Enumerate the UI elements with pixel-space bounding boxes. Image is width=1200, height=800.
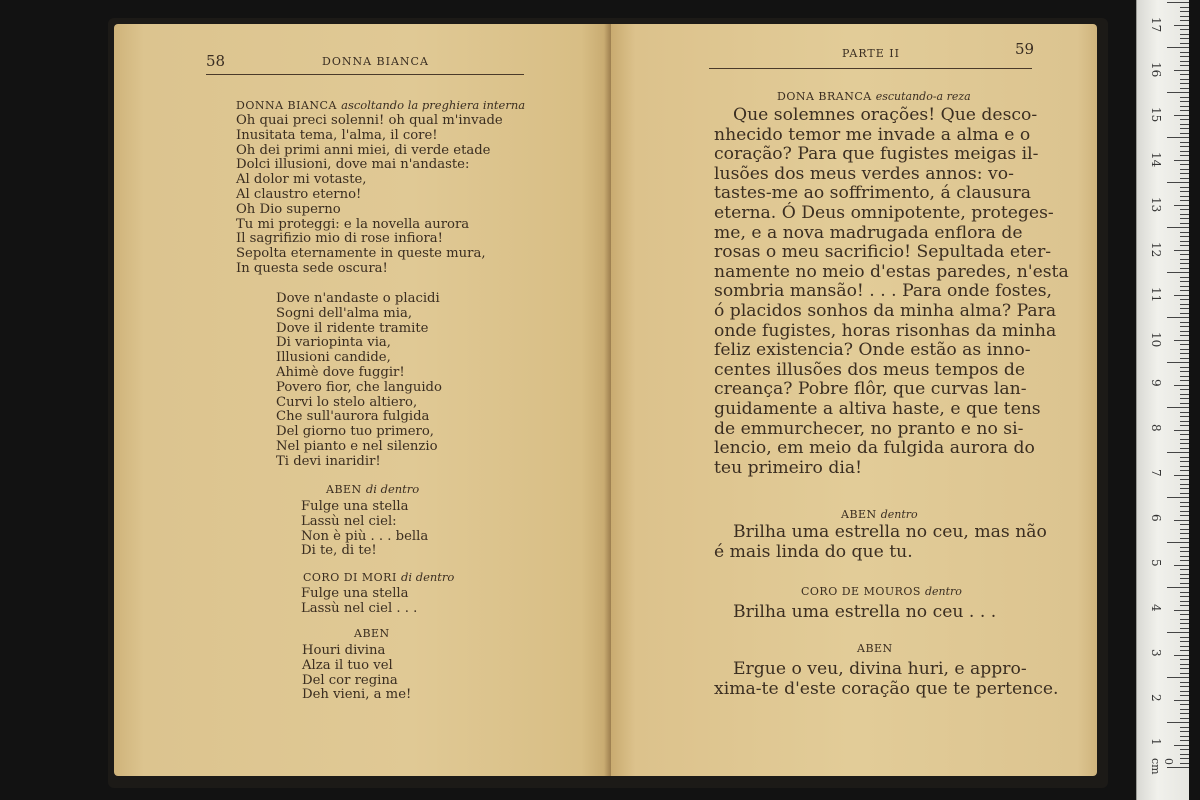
verse-stanza <box>302 644 411 703</box>
speaker-name: ABEN <box>354 627 390 640</box>
ruler-number: 8 <box>1149 424 1163 432</box>
ruler-tick <box>1174 295 1189 296</box>
ruler-tick <box>1180 389 1189 390</box>
ruler-tick <box>1180 416 1189 417</box>
stage-direction: dentro <box>924 585 962 598</box>
ruler-number: 11 <box>1149 287 1163 303</box>
ruler-tick <box>1180 443 1189 444</box>
speaker-heading <box>354 627 390 642</box>
ruler-number: 10 <box>1149 332 1163 348</box>
prose-line: me, e a nova madrugada enflora de <box>714 222 1023 243</box>
verse-stanza <box>276 292 442 470</box>
ruler-tick <box>1167 2 1189 3</box>
ruler-tick <box>1167 227 1189 228</box>
ruler-number: 14 <box>1149 152 1163 168</box>
ruler-number: 17 <box>1149 17 1163 33</box>
prose-line: xima-te d'este coração que te pertence. <box>714 678 1059 699</box>
ruler-tick <box>1180 38 1189 39</box>
ruler-tick <box>1180 79 1189 80</box>
ruler-tick <box>1180 623 1189 624</box>
ruler-tick <box>1180 241 1189 242</box>
ruler-tick <box>1180 763 1189 764</box>
right-page <box>611 24 1097 776</box>
ruler-tick <box>1180 128 1189 129</box>
ruler-tick <box>1180 457 1189 458</box>
ruler-tick <box>1180 695 1189 696</box>
stage-direction: dentro <box>880 508 918 521</box>
ruler-number: 15 <box>1149 107 1163 123</box>
prose-line: Brilha uma estrella no ceu, mas não <box>733 522 1047 542</box>
stage-direction: escutando-a reza <box>875 90 971 103</box>
running-title: DONNA BIANCA <box>322 55 429 68</box>
speaker-heading <box>326 482 419 498</box>
ruler-tick <box>1180 515 1189 516</box>
header-rule <box>206 74 524 75</box>
speaker-name: DONA BRANCA <box>777 90 872 103</box>
ruler-tick <box>1180 43 1189 44</box>
ruler-tick <box>1180 556 1189 557</box>
ruler-tick <box>1180 20 1189 21</box>
ruler-tick <box>1180 110 1189 111</box>
ruler-tick <box>1180 529 1189 530</box>
verse-line: Dolci illusioni, dove mai n'andaste: <box>236 157 470 173</box>
ruler-tick <box>1180 214 1189 215</box>
verse-stanza <box>301 500 428 559</box>
speaker-name: ABEN <box>326 483 362 496</box>
ruler-tick <box>1180 538 1189 539</box>
ruler-tick <box>1180 254 1189 255</box>
ruler-tick <box>1167 542 1189 543</box>
ruler-number: 16 <box>1149 62 1163 78</box>
prose-line: de emmurchecer, no pranto e no si- <box>714 418 1024 439</box>
ruler-number: 2 <box>1149 694 1163 702</box>
ruler-tick <box>1180 232 1189 233</box>
ruler-tick <box>1180 124 1189 125</box>
verse-line: Oh dei primi anni miei, di verde etade <box>236 142 491 158</box>
ruler-tick <box>1180 434 1189 435</box>
ruler-tick <box>1180 673 1189 674</box>
ruler-tick <box>1180 331 1189 332</box>
verse-line: Illusioni candide, <box>276 350 391 366</box>
verse-line: Al dolor mi votaste, <box>236 172 367 188</box>
ruler-tick <box>1180 133 1189 134</box>
header-rule <box>709 68 1032 69</box>
verse-line: Alza il tuo vel <box>302 657 393 673</box>
ruler-tick <box>1180 97 1189 98</box>
ruler-tick <box>1167 767 1189 768</box>
ruler-tick <box>1180 155 1189 156</box>
prose-line: eterna. Ó Deus omnipotente, proteges- <box>714 202 1054 223</box>
ruler-tick <box>1180 304 1189 305</box>
verse-line: Povero fior, che languido <box>276 379 442 395</box>
ruler-tick <box>1180 178 1189 179</box>
speaker-name: CORO DE MOUROS <box>801 585 921 598</box>
verse-stanza <box>236 114 503 277</box>
stage-direction: di dentro <box>365 482 420 496</box>
ruler-tick <box>1180 200 1189 201</box>
ruler-tick <box>1180 34 1189 35</box>
ruler-tick <box>1174 700 1189 701</box>
ruler-tick <box>1180 146 1189 147</box>
ruler-tick <box>1180 569 1189 570</box>
ruler-tick <box>1180 371 1189 372</box>
ruler-tick <box>1180 583 1189 584</box>
verse-line: Non è più . . . bella <box>301 528 429 544</box>
verse-line: Dove n'andaste o placidi <box>276 291 440 306</box>
page-number: 59 <box>1015 40 1035 58</box>
verse-line: Dove il ridente tramite <box>276 320 429 336</box>
ruler-tick <box>1174 385 1189 386</box>
verse-line: Del cor regina <box>302 672 398 688</box>
stage-direction: ascoltando la preghiera interna <box>341 98 526 112</box>
ruler-tick <box>1180 83 1189 84</box>
speaker-heading <box>841 508 918 521</box>
prose-line: centes illusões dos meus tempos de <box>714 359 1026 380</box>
ruler-tick <box>1180 52 1189 53</box>
ruler-tick <box>1174 610 1189 611</box>
ruler-tick <box>1174 250 1189 251</box>
ruler-tick <box>1180 403 1189 404</box>
ruler-tick <box>1180 592 1189 593</box>
ruler-number: 1 <box>1149 738 1163 746</box>
prose-paragraph <box>714 523 1047 562</box>
ruler-tick <box>1180 218 1189 219</box>
ruler-tick <box>1180 686 1189 687</box>
ruler-tick <box>1180 290 1189 291</box>
ruler-number: 3 <box>1149 649 1163 657</box>
ruler-tick <box>1180 106 1189 107</box>
prose-line: rosas o meu sacrificio! Sepultada eter- <box>714 242 1052 263</box>
ruler-tick <box>1180 65 1189 66</box>
ruler-tick <box>1174 520 1189 521</box>
ruler-tick <box>1180 380 1189 381</box>
ruler-tick <box>1180 245 1189 246</box>
ruler-tick <box>1180 367 1189 368</box>
prose-line: creança? Pobre flôr, que curvas lan- <box>714 379 1027 400</box>
ruler-tick <box>1167 362 1189 363</box>
ruler-tick <box>1174 115 1189 116</box>
ruler-tick <box>1180 16 1189 17</box>
prose-paragraph <box>714 660 1059 699</box>
ruler-tick <box>1180 61 1189 62</box>
ruler-number: 9 <box>1149 379 1163 387</box>
ruler-tick <box>1180 713 1189 714</box>
ruler-tick <box>1180 326 1189 327</box>
ruler-tick <box>1180 151 1189 152</box>
ruler-tick <box>1180 277 1189 278</box>
ruler-tick <box>1180 358 1189 359</box>
ruler-tick <box>1180 754 1189 755</box>
ruler-tick <box>1180 11 1189 12</box>
ruler-tick <box>1180 551 1189 552</box>
ruler-tick <box>1180 119 1189 120</box>
ruler-tick <box>1174 70 1189 71</box>
ruler-tick <box>1180 299 1189 300</box>
ruler-tick <box>1167 452 1189 453</box>
ruler-tick <box>1167 182 1189 183</box>
ruler-tick <box>1180 470 1189 471</box>
ruler-tick <box>1174 655 1189 656</box>
ruler-tick <box>1180 691 1189 692</box>
ruler-tick <box>1167 587 1189 588</box>
ruler-number: 13 <box>1149 197 1163 213</box>
prose-line: namente no meio d'estas paredes, n'esta <box>714 261 1069 282</box>
ruler-tick <box>1167 272 1189 273</box>
ruler-tick <box>1180 650 1189 651</box>
ruler-tick <box>1180 704 1189 705</box>
ruler-tick <box>1180 353 1189 354</box>
ruler-unit-label: 0 cm <box>1149 758 1175 775</box>
ruler-tick <box>1167 722 1189 723</box>
ruler-number: 4 <box>1149 604 1163 612</box>
ruler-tick <box>1180 173 1189 174</box>
verse-line: Lassù nel ciel . . . <box>301 600 418 616</box>
ruler-tick <box>1180 605 1189 606</box>
ruler-tick <box>1180 308 1189 309</box>
ruler-tick <box>1180 281 1189 282</box>
prose-line: guidamente a altiva haste, e que tens <box>714 398 1041 419</box>
verse-line: Deh vieni, a me! <box>302 687 412 703</box>
ruler-tick <box>1180 731 1189 732</box>
ruler-tick <box>1174 475 1189 476</box>
ruler-tick <box>1174 160 1189 161</box>
ruler-tick <box>1180 412 1189 413</box>
verse-line: Fulge una stella <box>301 499 409 514</box>
ruler-tick <box>1167 632 1189 633</box>
prose-paragraph <box>714 105 1069 478</box>
ruler-tick <box>1174 205 1189 206</box>
ruler-tick <box>1167 137 1189 138</box>
ruler-number: 12 <box>1149 242 1163 258</box>
verse-line: Ti devi inaridir! <box>276 453 381 469</box>
verse-line: Sogni dell'alma mia, <box>276 305 413 321</box>
ruler-tick <box>1174 745 1189 746</box>
ruler-tick <box>1174 340 1189 341</box>
ruler-tick <box>1180 641 1189 642</box>
ruler-number: 7 <box>1149 469 1163 477</box>
ruler-tick <box>1180 466 1189 467</box>
ruler-tick <box>1180 259 1189 260</box>
ruler-tick <box>1180 596 1189 597</box>
ruler-number: 6 <box>1149 514 1163 522</box>
page-number: 58 <box>206 52 226 70</box>
verse-line: Sepolta eternamente in queste mura, <box>236 246 486 262</box>
prose-line: Que solemnes orações! Que desco- <box>733 105 1038 125</box>
ruler-tick <box>1180 502 1189 503</box>
prose-line: onde fugistes, horas risonhas da minha <box>714 320 1057 341</box>
verse-line: Tu mi proteggi: e la novella aurora <box>236 216 470 232</box>
speaker-name: CORO DI MORI <box>303 571 397 584</box>
left-page <box>114 24 611 776</box>
ruler-tick <box>1180 223 1189 224</box>
ruler-tick <box>1180 628 1189 629</box>
measuring-ruler <box>1136 0 1189 800</box>
ruler-tick <box>1167 497 1189 498</box>
prose-line: ó placidos sonhos da minha alma? Para <box>714 300 1057 321</box>
ruler-tick <box>1180 668 1189 669</box>
ruler-tick <box>1180 286 1189 287</box>
prose-line: nhecido temor me invade a alma e o <box>714 124 1031 145</box>
ruler-tick <box>1167 47 1189 48</box>
verse-line: Houri divina <box>302 643 386 658</box>
verse-line: Ahimè dove fuggir! <box>276 364 405 380</box>
prose-line: tastes-me ao soffrimento, á clausura <box>714 183 1031 204</box>
ruler-tick <box>1180 479 1189 480</box>
ruler-tick <box>1180 646 1189 647</box>
verse-line: Inusitata tema, l'alma, il core! <box>236 127 438 143</box>
verse-line: In questa sede oscura! <box>236 260 388 276</box>
ruler-tick <box>1167 317 1189 318</box>
ruler-tick <box>1180 637 1189 638</box>
ruler-tick <box>1180 524 1189 525</box>
ruler-tick <box>1180 511 1189 512</box>
ruler-tick <box>1180 614 1189 615</box>
ruler-tick <box>1180 263 1189 264</box>
ruler-tick <box>1180 236 1189 237</box>
prose-line: feliz existencia? Onde estão as inno- <box>714 340 1031 361</box>
ruler-tick <box>1180 659 1189 660</box>
ruler-tick <box>1167 407 1189 408</box>
ruler-tick <box>1180 322 1189 323</box>
ruler-tick <box>1180 7 1189 8</box>
ruler-tick <box>1180 439 1189 440</box>
ruler-tick <box>1180 718 1189 719</box>
ruler-tick <box>1180 88 1189 89</box>
ruler-tick <box>1180 601 1189 602</box>
ruler-tick <box>1180 448 1189 449</box>
ruler-tick <box>1180 488 1189 489</box>
ruler-tick <box>1180 313 1189 314</box>
ruler-tick <box>1174 430 1189 431</box>
speaker-heading <box>777 90 971 103</box>
speaker-heading <box>857 642 893 655</box>
ruler-tick <box>1180 349 1189 350</box>
ruler-tick <box>1180 209 1189 210</box>
verse-line: Di te, di te! <box>301 543 377 559</box>
ruler-tick <box>1180 394 1189 395</box>
ruler-tick <box>1180 578 1189 579</box>
ruler-tick <box>1180 29 1189 30</box>
prose-line: Ergue o veu, divina huri, e appro- <box>733 659 1027 679</box>
ruler-tick <box>1180 196 1189 197</box>
ruler-tick <box>1180 335 1189 336</box>
ruler-tick <box>1180 619 1189 620</box>
ruler-number: 5 <box>1149 559 1163 567</box>
ruler-tick <box>1180 533 1189 534</box>
verse-line: Che sull'aurora fulgida <box>276 409 430 425</box>
ruler-tick <box>1180 727 1189 728</box>
speaker-heading <box>801 585 962 598</box>
prose-line: coração? Para que fugistes meigas il- <box>714 144 1039 165</box>
ruler-tick <box>1180 493 1189 494</box>
ruler-tick <box>1180 740 1189 741</box>
ruler-tick <box>1180 376 1189 377</box>
ruler-tick <box>1180 398 1189 399</box>
stage-direction: di dentro <box>401 570 455 584</box>
running-title: PARTE II <box>842 47 900 60</box>
speaker-name: ABEN <box>857 642 893 655</box>
ruler-tick <box>1180 560 1189 561</box>
verse-line: Fulge una stella <box>301 586 409 601</box>
ruler-tick <box>1180 758 1189 759</box>
ruler-tick <box>1180 574 1189 575</box>
verse-line: Oh quai preci solenni! oh qual m'invade <box>236 113 503 128</box>
speaker-heading <box>236 98 525 114</box>
prose-line: lusões dos meus verdes annos: vo- <box>714 163 1014 184</box>
verse-line: Lassù nel ciel: <box>301 513 397 529</box>
ruler-tick <box>1167 677 1189 678</box>
verse-line: Del giorno tuo primero, <box>276 424 434 440</box>
ruler-tick <box>1180 682 1189 683</box>
ruler-tick <box>1180 547 1189 548</box>
ruler-tick <box>1180 344 1189 345</box>
ruler-tick <box>1174 565 1189 566</box>
ruler-tick <box>1180 268 1189 269</box>
ruler-tick <box>1180 425 1189 426</box>
ruler-tick <box>1180 749 1189 750</box>
prose-line: lencio, em meio da fulgida aurora do <box>714 438 1035 459</box>
prose-line: sombria mansão! . . . Para onde fostes, <box>714 281 1052 302</box>
verse-line: Oh Dio superno <box>236 201 341 217</box>
prose-line: teu primeiro dia! <box>714 457 862 478</box>
verse-stanza <box>301 587 417 617</box>
ruler-tick <box>1180 736 1189 737</box>
speaker-name: ABEN <box>841 508 877 521</box>
verse-line: Al claustro eterno! <box>236 186 362 202</box>
ruler-tick <box>1180 484 1189 485</box>
ruler-tick <box>1180 191 1189 192</box>
prose-line: Brilha uma estrella no ceu . . . <box>733 602 997 622</box>
ruler-tick <box>1167 92 1189 93</box>
ruler-tick <box>1180 169 1189 170</box>
verse-line: Il sagrifizio mio di rose infiora! <box>236 231 443 247</box>
verse-line: Di variopinta via, <box>276 335 391 351</box>
ruler-tick <box>1180 664 1189 665</box>
ruler-tick <box>1180 142 1189 143</box>
ruler-tick <box>1174 25 1189 26</box>
speaker-name: DONNA BIANCA <box>236 99 337 112</box>
ruler-tick <box>1180 101 1189 102</box>
ruler-tick <box>1180 461 1189 462</box>
ruler-tick <box>1180 164 1189 165</box>
ruler-tick <box>1180 74 1189 75</box>
ruler-tick <box>1180 506 1189 507</box>
ruler-tick <box>1180 56 1189 57</box>
ruler-tick <box>1180 187 1189 188</box>
ruler-tick <box>1180 421 1189 422</box>
prose-paragraph <box>733 603 996 623</box>
prose-line: é mais linda do que tu. <box>714 541 913 562</box>
verse-line: Curvi lo stelo altiero, <box>276 394 418 410</box>
verse-line: Nel pianto e nel silenzio <box>276 438 438 454</box>
speaker-heading <box>303 570 454 586</box>
ruler-tick <box>1180 709 1189 710</box>
